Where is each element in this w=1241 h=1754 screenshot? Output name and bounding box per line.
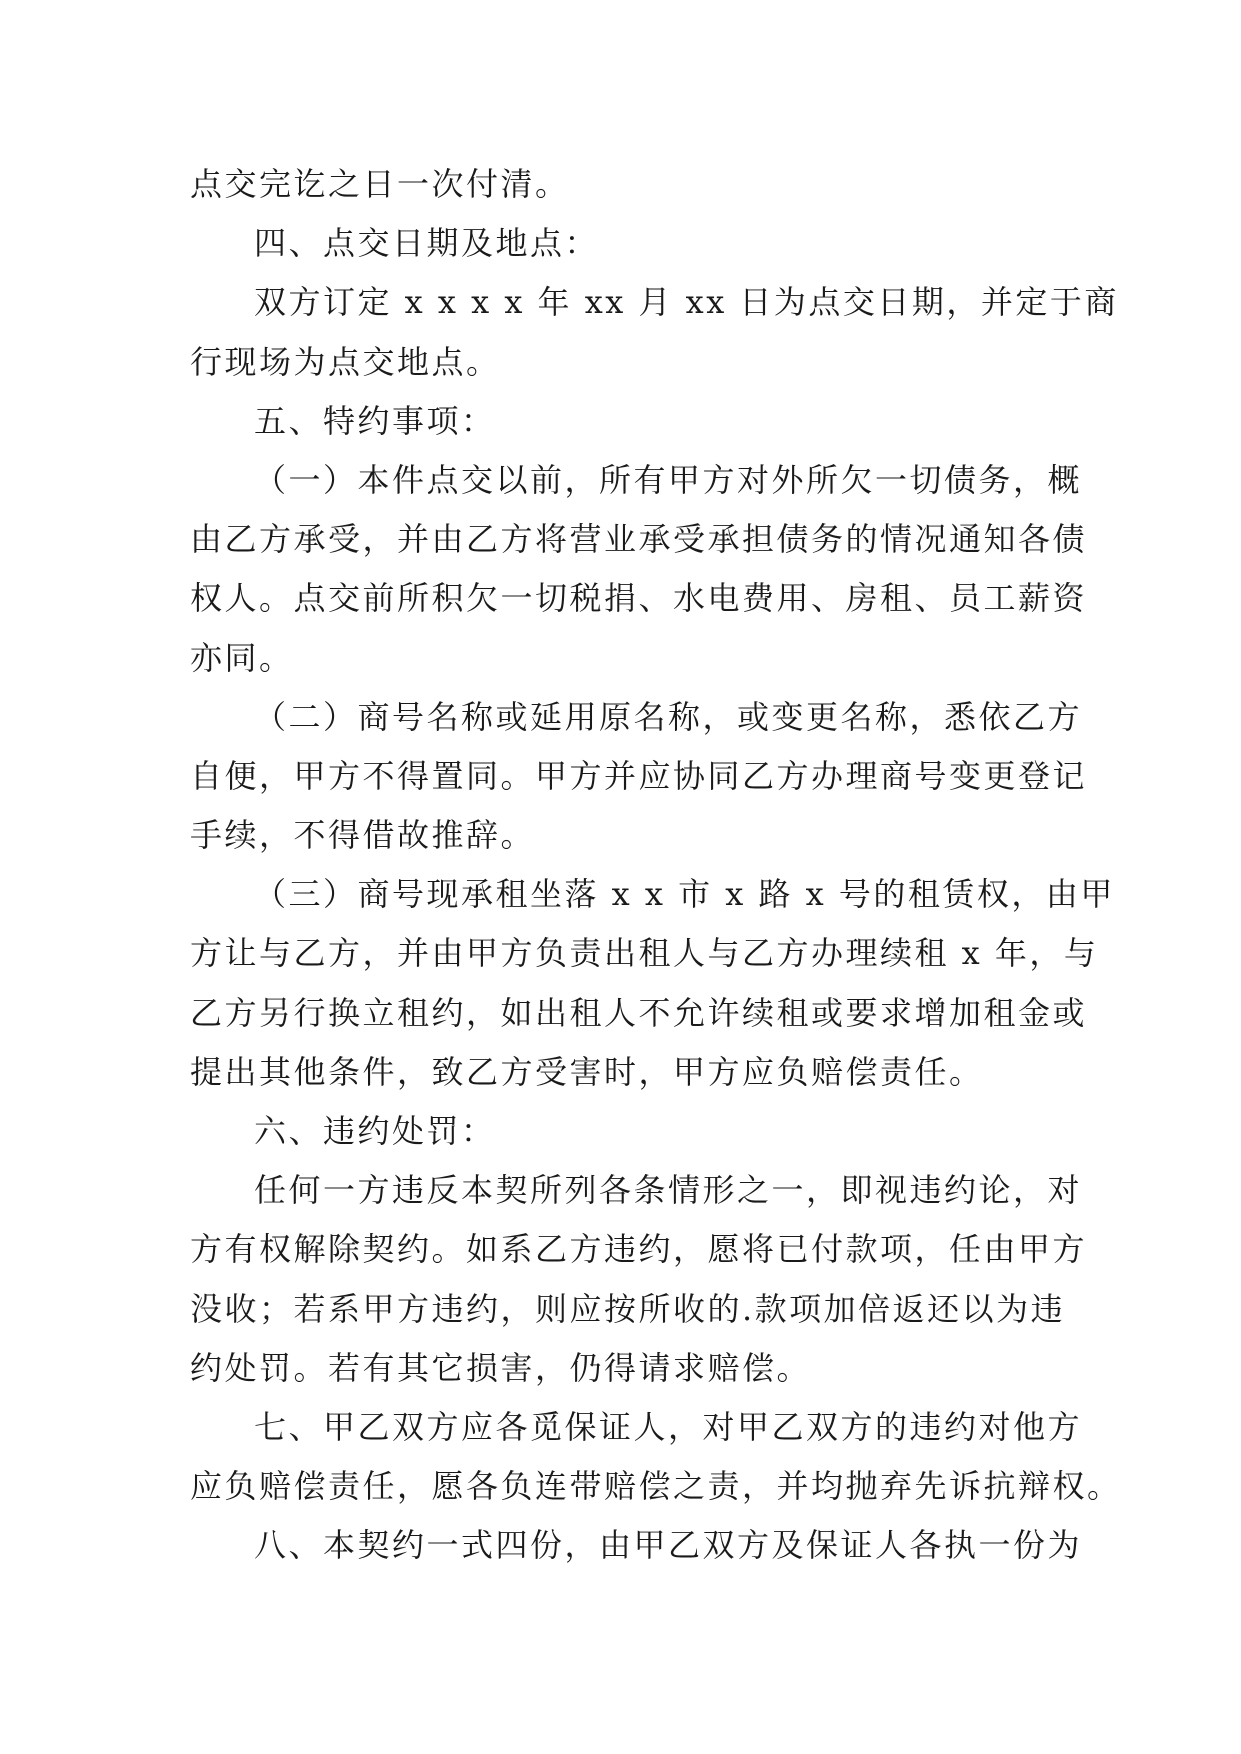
document-body: [190, 155, 1122, 1576]
text-line: 约处罚。若有其它损害，仍得请求赔偿。: [190, 1348, 812, 1387]
text-line: 由乙方承受，并由乙方将营业承受承担债务的情况通知各债: [190, 520, 1088, 559]
section-heading-7: 七、甲乙双方应各觅保证人，对甲乙双方的违约对他方: [254, 1407, 1083, 1446]
text-line: （二）商号名称或延用原名称，或变更名称，悉依乙方: [254, 697, 1083, 736]
text-line: 自便，甲方不得置同。甲方并应协同乙方办理商号变更登记: [190, 756, 1088, 795]
text-line: （三）商号现承租坐落 x x 市 x 路 x 号的租赁权，由甲: [254, 875, 1115, 914]
text-line: 权人。点交前所积欠一切税捐、水电费用、房租、员工薪资: [190, 579, 1088, 618]
text-line: 任何一方违反本契所列各条情形之一，即视违约论，对: [254, 1171, 1083, 1210]
text-line: 应负赔偿责任，愿各负连带赔偿之责，并均抛弃先诉抗辩权。: [190, 1467, 1122, 1506]
section-heading-5: 五、特约事项：: [254, 401, 496, 440]
text-line: 双方订定 x x x x 年 xx 月 xx 日为点交日期，并定于商: [254, 283, 1119, 322]
text-line: 没收；若系甲方违约，则应按所收的.款项加倍返还以为违: [190, 1289, 1066, 1328]
text-line: 方让与乙方，并由甲方负责出租人与乙方办理续租 x 年，与: [190, 934, 1099, 973]
text-line: 点交完讫之日一次付清。: [190, 165, 570, 203]
section-heading-4: 四、点交日期及地点：: [254, 224, 600, 263]
text-line: 行现场为点交地点。: [190, 342, 501, 381]
text-line: 方有权解除契约。如系乙方违约，愿将已付款项，任由甲方: [190, 1230, 1088, 1269]
section-heading-6: 六、违约处罚：: [254, 1112, 496, 1150]
text-line: 提出其他条件，致乙方受害时，甲方应负赔偿责任。: [190, 1052, 984, 1091]
text-line: （一）本件点交以前，所有甲方对外所欠一切债务，概: [254, 460, 1083, 499]
text-line: 乙方另行换立租约，如出租人不允许续租或要求增加租金或: [190, 993, 1088, 1032]
text-line: 手续，不得借故推辞。: [190, 816, 536, 855]
section-heading-8: 八、本契约一式四份，由甲乙双方及保证人各执一份为: [254, 1526, 1083, 1565]
text-line: 亦同。: [190, 638, 294, 677]
